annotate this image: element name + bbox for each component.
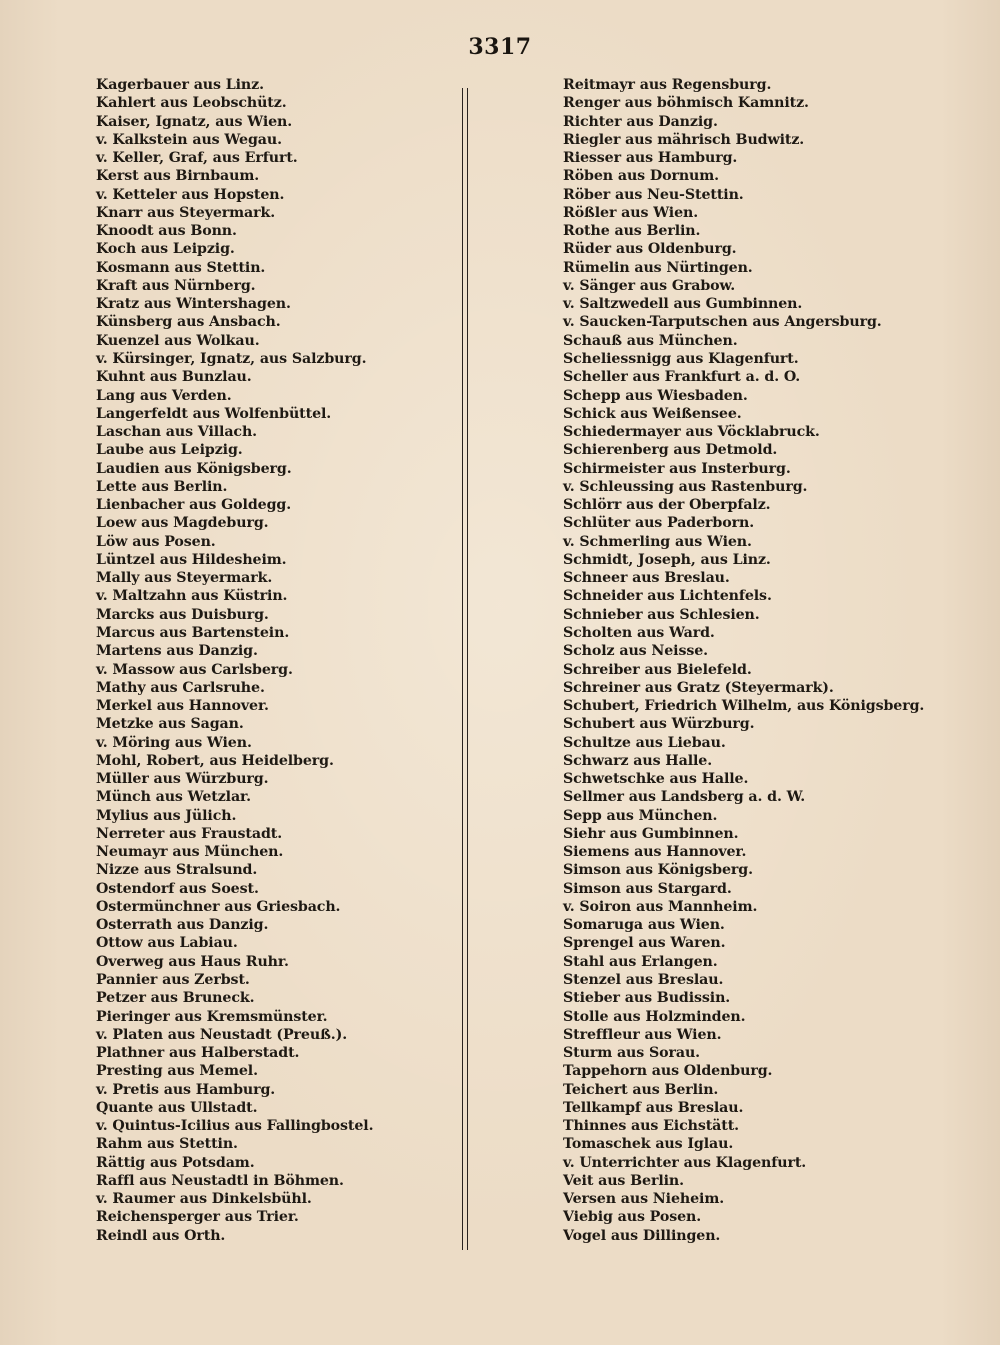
name-entry: Reindl aus Orth. (96, 1227, 226, 1244)
name-entry: Marcus aus Bartenstein. (96, 624, 290, 641)
name-entry: Röben aus Dornum. (563, 168, 720, 185)
name-entry: Stolle aus Holzminden. (563, 1008, 746, 1025)
name-entry: Sprengel aus Waren. (563, 935, 726, 952)
name-entry: Schultze aus Liebau. (563, 734, 726, 751)
name-entry: v. Kalkstein aus Wegau. (96, 131, 282, 148)
name-entry: Schiedermayer aus Vöcklabruck. (563, 424, 820, 441)
name-entry: Siehr aus Gumbinnen. (563, 825, 739, 842)
name-entry: v. Kürsinger, Ignatz, aus Salzburg. (96, 350, 367, 367)
name-entry: Scheliessnigg aus Klagenfurt. (563, 350, 799, 367)
name-entry: Kerst aus Birnbaum. (96, 168, 260, 185)
name-entry: Richter aus Danzig. (563, 113, 718, 130)
name-entry: Riegler aus mährisch Budwitz. (563, 131, 805, 148)
name-entry: Löw aus Posen. (96, 533, 216, 550)
name-entry: Quante aus Ullstadt. (96, 1099, 258, 1116)
name-entry: Neumayr aus München. (96, 844, 284, 861)
name-entry: Ostermünchner aus Griesbach. (96, 898, 341, 915)
name-entry: Kratz aus Wintershagen. (96, 296, 291, 313)
name-entry: Metzke aus Sagan. (96, 716, 244, 733)
name-entry: Rümelin aus Nürtingen. (563, 259, 753, 276)
name-entry: Petzer aus Bruneck. (96, 990, 255, 1007)
name-entry: Kaiser, Ignatz, aus Wien. (96, 113, 293, 130)
name-entry: Vogel aus Dillingen. (563, 1227, 721, 1244)
name-entry: Kuenzel aus Wolkau. (96, 332, 260, 349)
name-entry: Schmidt, Joseph, aus Linz. (563, 551, 771, 568)
name-entry: Knarr aus Steyermark. (96, 204, 276, 221)
name-entry: Rüder aus Oldenburg. (563, 241, 737, 258)
name-entry: v. Schleussing aus Rastenburg. (563, 478, 808, 495)
name-entry: Mohl, Robert, aus Heidelberg. (96, 752, 334, 769)
name-entry: Reitmayr aus Regensburg. (563, 77, 772, 93)
name-entry: Sepp aus München. (563, 807, 718, 824)
name-entry: Pannier aus Zerbst. (96, 972, 250, 989)
name-entry: Nerreter aus Fraustadt. (96, 825, 283, 842)
name-entry: v. Ketteler aus Hopsten. (96, 186, 285, 203)
name-entry: Schubert aus Würzburg. (563, 716, 755, 733)
name-entry: Schauß aus München. (563, 332, 738, 349)
name-entry: v. Massow aus Carlsberg. (96, 661, 293, 678)
name-entry: v. Saltzwedell aus Gumbinnen. (563, 296, 803, 313)
name-entry: Viebig aus Posen. (563, 1209, 702, 1226)
name-entry: Sturm aus Sorau. (563, 1045, 701, 1062)
name-entry: v. Platen aus Neustadt (Preuß.). (96, 1026, 348, 1043)
page-number: 3317 (468, 34, 532, 60)
name-entry: Rättig aus Potsdam. (96, 1154, 255, 1171)
name-entry: v. Soiron aus Mannheim. (563, 898, 758, 915)
name-entry: Stenzel aus Breslau. (563, 972, 724, 989)
name-entry: Schreiner aus Gratz (Steyermark). (563, 679, 834, 696)
name-entry: Schreiber aus Bielefeld. (563, 661, 752, 678)
name-entry: v. Raumer aus Dinkelsbühl. (96, 1191, 312, 1208)
name-entry: Lüntzel aus Hildesheim. (96, 551, 287, 568)
name-entry: Schnieber aus Schlesien. (563, 606, 760, 623)
name-entry: Loew aus Magdeburg. (96, 515, 269, 532)
name-entry: v. Sänger aus Grabow. (563, 277, 736, 294)
name-entry: Kahlert aus Leobschütz. (96, 95, 287, 112)
name-entry: v. Saucken-Tarputschen aus Angersburg. (563, 314, 882, 331)
left-name-column (96, 76, 456, 1245)
name-entry: Müller aus Würzburg. (96, 771, 269, 788)
name-entry: v. Pretis aus Hamburg. (96, 1081, 276, 1098)
name-entry: Thinnes aus Eichstätt. (563, 1118, 740, 1135)
name-entry: Lette aus Berlin. (96, 478, 228, 495)
name-entry: Martens aus Danzig. (96, 643, 258, 660)
column-divider (462, 88, 468, 1250)
name-entry: Kagerbauer aus Linz. (96, 77, 264, 93)
name-entry: Laube aus Leipzig. (96, 442, 243, 459)
name-entry: Osterrath aus Danzig. (96, 917, 269, 934)
name-entry: Pieringer aus Kremsmünster. (96, 1008, 328, 1025)
name-entry: Schneer aus Breslau. (563, 570, 730, 587)
right-name-column (563, 76, 963, 1245)
name-entry: Presting aus Memel. (96, 1063, 258, 1080)
name-entry: Schlörr aus der Oberpfalz. (563, 497, 771, 514)
name-entry: Schubert, Friedrich Wilhelm, aus Königsberg. (563, 698, 925, 715)
name-entry: Reichensperger aus Trier. (96, 1209, 299, 1226)
name-entry: Simson aus Stargard. (563, 880, 732, 897)
name-entry: Lienbacher aus Goldegg. (96, 497, 292, 514)
name-entry: Kuhnt aus Bunzlau. (96, 369, 252, 386)
name-entry: Tomaschek aus Iglau. (563, 1136, 734, 1153)
name-entry: Mally aus Steyermark. (96, 570, 273, 587)
name-entry: Merkel aus Hannover. (96, 698, 269, 715)
name-entry: Veit aus Berlin. (563, 1172, 684, 1189)
name-entry: Schirmeister aus Insterburg. (563, 460, 791, 477)
name-entry: Sellmer aus Landsberg a. d. W. (563, 789, 806, 806)
name-entry: Mathy aus Carlsruhe. (96, 679, 265, 696)
name-entry: Schneider aus Lichtenfels. (563, 588, 772, 605)
name-entry: Mylius aus Jülich. (96, 807, 237, 824)
name-entry: Raffl aus Neustadtl in Böhmen. (96, 1172, 344, 1189)
name-entry: Teichert aus Berlin. (563, 1081, 719, 1098)
name-entry: Siemens aus Hannover. (563, 844, 747, 861)
name-entry: Schepp aus Wiesbaden. (563, 387, 748, 404)
name-entry: Schick aus Weißensee. (563, 405, 742, 422)
name-entry: Overweg aus Haus Ruhr. (96, 953, 289, 970)
name-entry: v. Quintus-Icilius aus Fallingbostel. (96, 1118, 374, 1135)
name-entry: Laudien aus Königsberg. (96, 460, 292, 477)
name-entry: Scholten aus Ward. (563, 624, 715, 641)
name-entry: Schlüter aus Paderborn. (563, 515, 755, 532)
name-entry: Stahl aus Erlangen. (563, 953, 718, 970)
name-entry: Tellkampf aus Breslau. (563, 1099, 744, 1116)
name-entry: Lang aus Verden. (96, 387, 232, 404)
name-entry: Langerfeldt aus Wolfenbüttel. (96, 405, 332, 422)
name-entry: Schwetschke aus Halle. (563, 771, 749, 788)
name-entry: Nizze aus Stralsund. (96, 862, 258, 879)
name-entry: Ottow aus Labiau. (96, 935, 238, 952)
name-entry: Versen aus Nieheim. (563, 1191, 725, 1208)
name-entry: Knoodt aus Bonn. (96, 223, 237, 240)
name-entry: Schierenberg aus Detmold. (563, 442, 778, 459)
name-entry: Ostendorf aus Soest. (96, 880, 259, 897)
name-entry: Kraft aus Nürnberg. (96, 277, 256, 294)
name-entry: Laschan aus Villach. (96, 424, 258, 441)
name-entry: Münch aus Wetzlar. (96, 789, 251, 806)
name-entry: Renger aus böhmisch Kamnitz. (563, 95, 809, 112)
name-entry: Rahm aus Stettin. (96, 1136, 238, 1153)
name-entry: v. Schmerling aus Wien. (563, 533, 752, 550)
name-entry: Röber aus Neu-Stettin. (563, 186, 744, 203)
name-entry: Kosmann aus Stettin. (96, 259, 266, 276)
name-entry: Schwarz aus Halle. (563, 752, 713, 769)
name-entry: v. Möring aus Wien. (96, 734, 252, 751)
name-entry: v. Keller, Graf, aus Erfurt. (96, 150, 298, 167)
name-entry: Marcks aus Duisburg. (96, 606, 269, 623)
name-entry: Streffleur aus Wien. (563, 1026, 722, 1043)
name-entry: v. Maltzahn aus Küstrin. (96, 588, 288, 605)
name-entry: v. Unterrichter aus Klagenfurt. (563, 1154, 807, 1171)
name-entry: Koch aus Leipzig. (96, 241, 235, 258)
name-entry: Tappehorn aus Oldenburg. (563, 1063, 773, 1080)
name-entry: Scholz aus Neisse. (563, 643, 709, 660)
name-entry: Scheller aus Frankfurt a. d. O. (563, 369, 801, 386)
name-entry: Riesser aus Hamburg. (563, 150, 738, 167)
name-entry: Künsberg aus Ansbach. (96, 314, 281, 331)
name-entry: Rößler aus Wien. (563, 204, 699, 221)
name-entry: Stieber aus Budissin. (563, 990, 731, 1007)
name-entry: Plathner aus Halberstadt. (96, 1045, 300, 1062)
name-entry: Somaruga aus Wien. (563, 917, 725, 934)
name-entry: Simson aus Königsberg. (563, 862, 753, 879)
name-entry: Rothe aus Berlin. (563, 223, 701, 240)
